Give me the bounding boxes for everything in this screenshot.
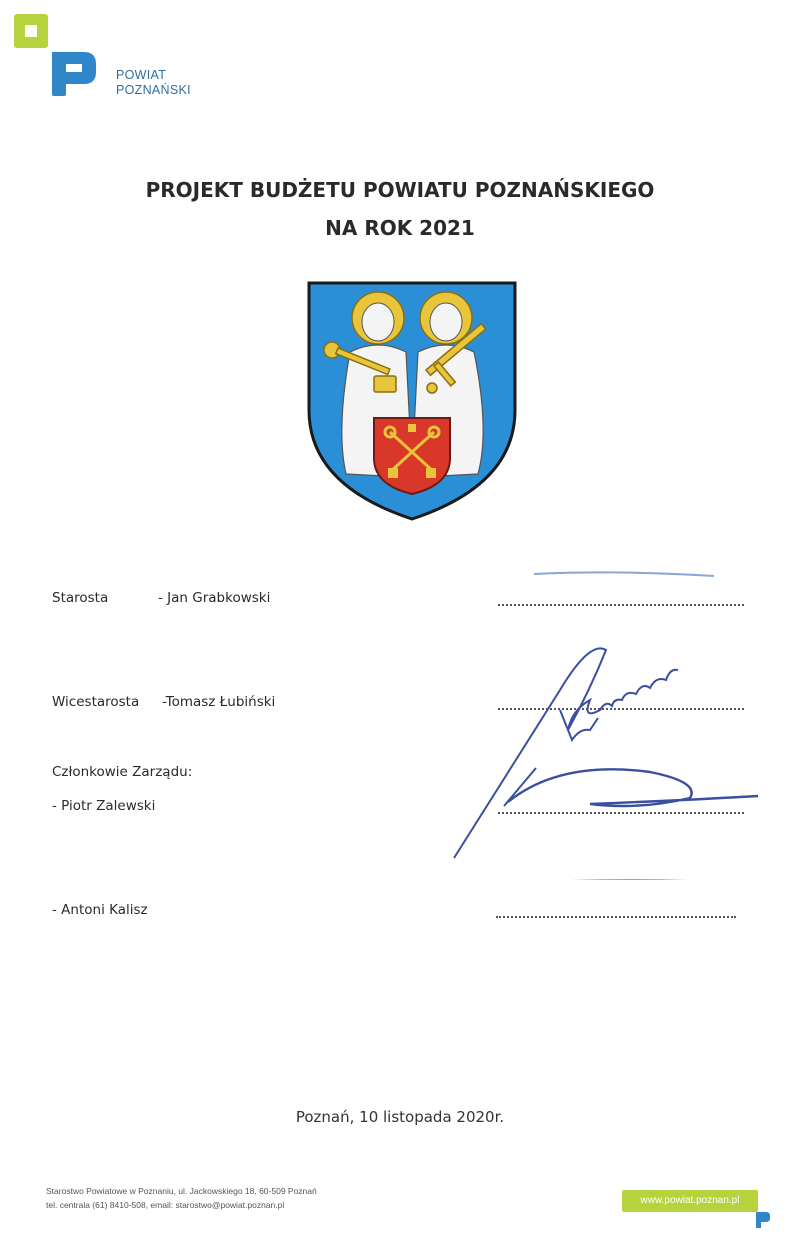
handwritten-signatures-icon	[440, 560, 770, 880]
board-members-heading: Członkowie Zarządu:	[52, 764, 193, 780]
wicestarosta-role-label: Wicestarosta	[52, 694, 140, 710]
document-date: Poznań, 10 listopada 2020r.	[295, 1108, 505, 1126]
starosta-role-label: Starosta	[52, 590, 109, 606]
starosta-name-label: - Jan Grabkowski	[158, 590, 271, 606]
powiat-logo	[14, 14, 204, 98]
document-title-line-2: NA ROK 2021	[325, 216, 475, 240]
board-member-2-label: - Antoni Kalisz	[52, 902, 148, 918]
coat-of-arms	[306, 280, 518, 522]
logo-line-2: POZNAŃSKI	[116, 83, 191, 97]
board-member-1-label: - Piotr Zalewski	[52, 798, 156, 814]
logo-line-1: POWIAT	[116, 68, 167, 82]
document-title-line-1: PROJEKT BUDŻETU POWIATU POZNAŃSKIEGO	[145, 178, 655, 202]
footer-website-link[interactable]: www.powiat.poznan.pl	[622, 1190, 758, 1212]
footer-address: Starostwo Powiatowe w Poznaniu, ul. Jackowskiego 18, 60-509 Poznań	[46, 1186, 317, 1196]
wicestarosta-name-label: -Tomasz Łubiński	[162, 694, 276, 710]
footer-phone-email: tel. centrala (61) 8410-508, email: starostwo@powiat.poznan.pl	[46, 1200, 285, 1210]
logo-text	[116, 68, 191, 98]
footer-logo-mark-icon	[756, 1212, 770, 1228]
member-2-signature-line	[496, 916, 736, 918]
coat-of-arms-icon	[306, 280, 518, 522]
footer-contact	[46, 1184, 317, 1212]
